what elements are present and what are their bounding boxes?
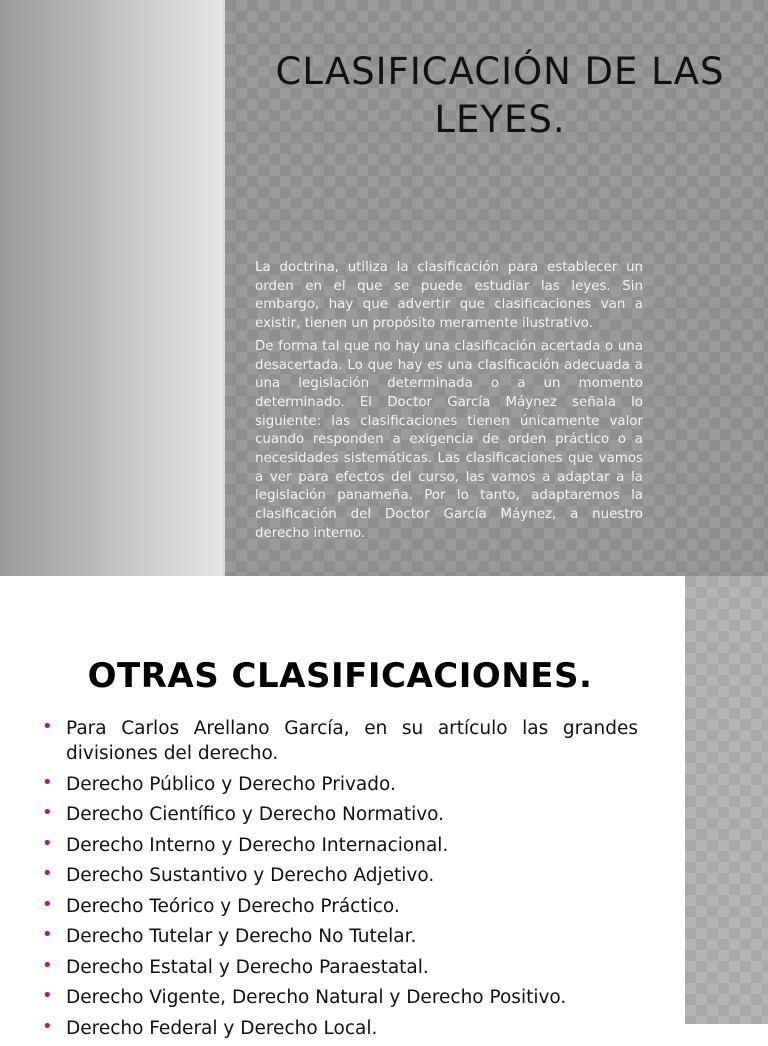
list-item-text: Derecho Público y Derecho Privado.: [66, 773, 396, 795]
list-item-text: Derecho Federal y Derecho Local.: [66, 1017, 378, 1039]
list-item-text: Para Carlos Arellano García, en su artículo las grandes divisiones del derecho.: [66, 718, 638, 764]
slide-1-body: [255, 259, 643, 548]
classification-list: [42, 716, 638, 1046]
list-item: [42, 833, 638, 858]
list-item: [42, 1016, 638, 1041]
slide-1-paragraph: De forma tal que no hay una clasificación acertada o una desacertada. Lo que hay es una clasificación adecuada a una legislación determinada o a un momento determinado. El Doctor García Máynez señala lo siguiente: las clasificaciones tienen únicamente valor cuando responden a exigencia de orden práctico o a necesidades sistemáticas. Las clasificaciones que vamos a ver para efectos del curso, las vamos a adaptar a la legislación panameña. Por lo tanto, adaptaremos la clasificación del Doctor García Máynez, a nuestro derecho interno.: [255, 338, 643, 541]
bullet-icon: •: [42, 832, 53, 854]
list-item: [42, 716, 638, 766]
list-item: [42, 863, 638, 888]
list-item: [42, 802, 638, 827]
bullet-icon: •: [42, 924, 53, 945]
list-item: [42, 772, 638, 797]
bullet-icon: •: [42, 863, 53, 884]
list-item-text: Derecho Vigente, Derecho Natural y Derecho Positivo.: [66, 987, 567, 1008]
list-item: [42, 985, 638, 1010]
list-item-text: Derecho Científico y Derecho Normativo.: [66, 804, 445, 825]
list-item: [42, 924, 638, 949]
list-item: [42, 955, 638, 980]
list-item: [42, 894, 638, 919]
list-item-text: Derecho Estatal y Derecho Paraestatal.: [66, 956, 429, 978]
bullet-icon: •: [42, 893, 53, 915]
bullet-icon: •: [42, 985, 53, 1006]
list-item-text: Derecho Interno y Derecho Internacional.: [66, 834, 449, 856]
bullet-icon: •: [42, 771, 53, 793]
bullet-icon: •: [42, 954, 53, 976]
slide-1-gradient-panel: [0, 0, 223, 576]
list-item-text: Derecho Teórico y Derecho Práctico.: [66, 895, 400, 917]
slide-1-title: CLASIFICACIÓN DE LAS LEYES.: [275, 50, 725, 141]
slide-2-pattern-band: [685, 576, 768, 1024]
list-item-text: Derecho Tutelar y Derecho No Tutelar.: [66, 926, 417, 947]
slide-2-title: OTRAS CLASIFICACIONES.: [87, 656, 593, 696]
slide-1-paragraph: La doctrina, utiliza la clasificación para establecer un orden en el que se puede estudiar las leyes. Sin embargo, hay que advertir que clasificaciones van a existir, tienen un propósito meramente ilustrativo.: [255, 260, 643, 332]
list-item-text: Derecho Sustantivo y Derecho Adjetivo.: [66, 865, 435, 886]
slide-2: [0, 576, 768, 1039]
bullet-icon: •: [42, 1015, 53, 1037]
bullet-icon: •: [42, 716, 53, 737]
bullet-icon: •: [42, 802, 53, 823]
